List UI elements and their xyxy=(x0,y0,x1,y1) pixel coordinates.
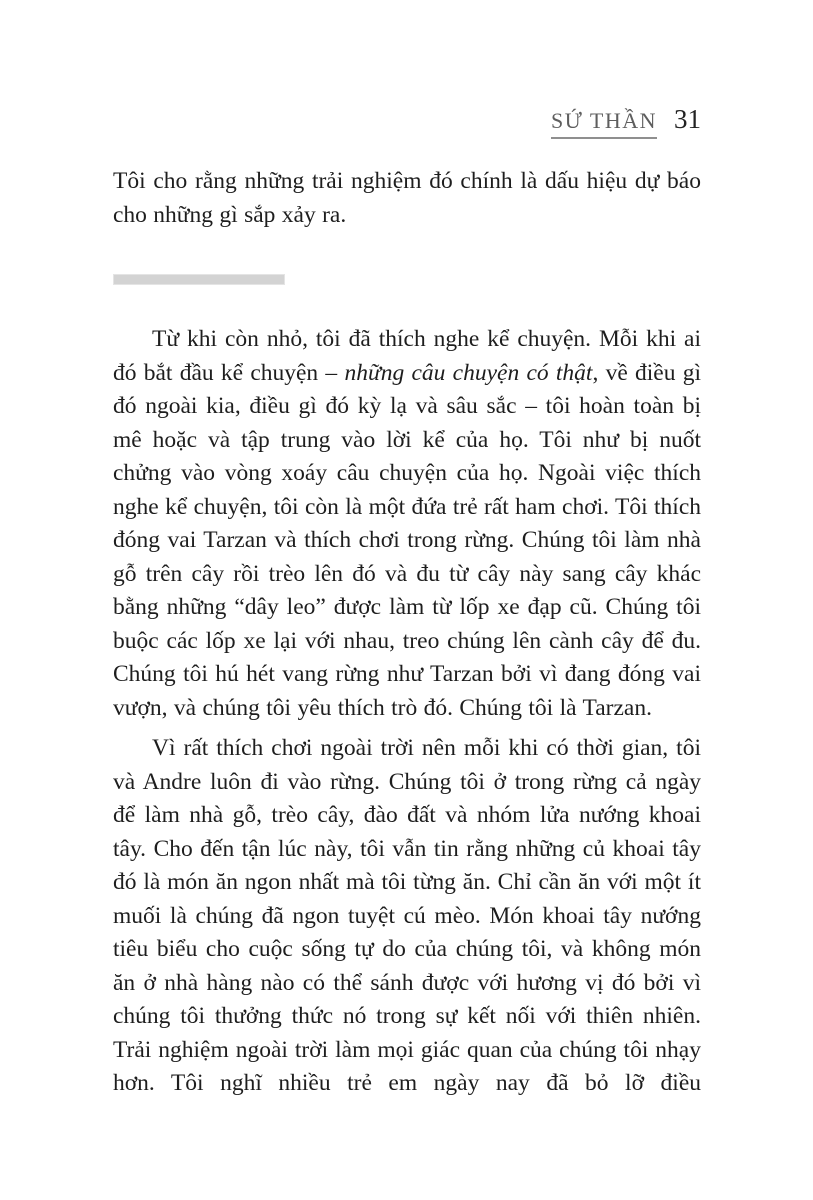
section-divider-bar xyxy=(113,274,285,285)
paragraph-story xyxy=(113,323,701,725)
paragraph-story-italic-phrase: những câu chuyện có thật xyxy=(344,359,593,386)
paragraph-story-part1: Từ khi còn nhỏ, tôi đã thích nghe kể chuyện. Mỗi khi ai đó bắt đầu kể chuyện – xyxy=(113,326,701,386)
page-number: 31 xyxy=(674,104,701,134)
paragraph-intro: Tôi cho rằng những trải nghiệm đó chính là dấu hiệu dự báo cho những gì sắp xảy ra. xyxy=(113,168,701,228)
running-title: SỨ THẦN xyxy=(551,109,657,139)
paragraph-story-part2: , về điều gì đó ngoài kia, điều gì đó kỳ lạ và sâu sắc – tôi hoàn toàn bị mê hoặc và tập trung vào lời kể của họ. Tôi như bị nuốt chửng vào vòng xoáy câu chuyện của họ. Ngoài việc thích nghe kể chuyện, tôi còn là một đứa trẻ rất ham chơi. Tôi thích đóng vai Tarzan và thích chơi trong rừng. Chúng tôi làm nhà gỗ trên cây rồi trèo lên đó và đu từ cây này sang cây khác bằng những “dây leo” được làm từ lốp xe đạp cũ. Chúng tôi buộc các lốp xe lại với nhau, treo chúng lên cành cây để đu. Chúng tôi hú hét vang rừng như Tarzan bởi vì đang đóng vai vượn, và chúng tôi yêu thích trò đó. Chúng tôi là Tarzan. xyxy=(113,359,702,721)
paragraph-outdoor: Vì rất thích chơi ngoài trời nên mỗi khi có thời gian, tôi và Andre luôn đi vào rừng. Chúng tôi ở trong rừng cả ngày để làm nhà gỗ, trèo cây, đào đất và nhóm lửa nướng khoai tây. Cho đến tận lúc này, tôi vẫn tin rằng những củ khoai tây đó là món ăn ngon nhất mà tôi từng ăn. Chỉ cần ăn với một ít muối là chúng đã ngon tuyệt cú mèo. Món khoai tây nướng tiêu biểu cho cuộc sống tự do của chúng tôi, và không món ăn ở nhà hàng nào có thể sánh được với hương vị đó bởi vì chúng tôi thưởng thức nó trong sự kết nối với thiên nhiên. Trải nghiệm ngoài trời làm mọi giác quan của chúng tôi nhạy hơn. Tôi nghĩ nhiều trẻ em ngày nay đã bỏ lỡ điều xyxy=(113,735,701,1097)
content-column xyxy=(113,0,701,1101)
page-header xyxy=(113,106,701,139)
